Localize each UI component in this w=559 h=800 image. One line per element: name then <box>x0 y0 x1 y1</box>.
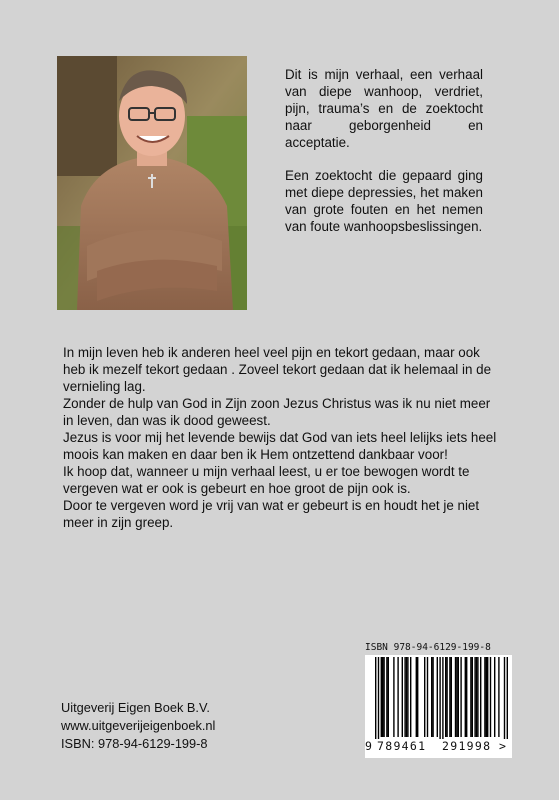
barcode-bar <box>407 657 408 737</box>
barcode-bar <box>487 657 488 737</box>
barcode-bar <box>494 657 495 737</box>
barcode-bar <box>504 657 505 739</box>
barcode-bar <box>417 657 418 737</box>
intro-text <box>285 66 483 251</box>
barcode-bar <box>393 657 394 737</box>
barcode-bar <box>431 657 432 737</box>
barcode-bar <box>507 657 508 739</box>
isbn-barcode <box>365 642 512 758</box>
barcode-right-group: 291998 <box>442 739 492 753</box>
barcode-bar <box>382 657 383 737</box>
barcode-bar <box>451 657 452 737</box>
barcode-bar <box>446 657 447 737</box>
barcode-area <box>365 655 512 758</box>
barcode-bar <box>427 657 428 737</box>
barcode-bar <box>490 657 491 737</box>
barcode-bar <box>480 657 481 737</box>
barcode-quiet-mark: > <box>499 739 506 753</box>
barcode-bar <box>456 657 457 737</box>
publisher-name: Uitgeverij Eigen Boek B.V. <box>61 700 210 715</box>
intro-paragraph: Dit is mijn verhaal, een verhaal van diepe wanhoop, verdriet, pijn, trauma’s en de zoektocht naar geborgenheid en acceptatie. <box>285 67 483 150</box>
barcode-bar <box>386 657 387 737</box>
barcode-digits <box>365 739 512 753</box>
barcode-bar <box>397 657 398 737</box>
barcode-bar <box>470 657 471 737</box>
barcode-bar <box>375 657 376 739</box>
barcode-bar <box>465 657 466 737</box>
body-paragraph: Jezus is voor mij het levende bewijs dat God van iets heel lelijks iets heel moois kan maken en daar ben ik Hem ontzettend dankbaar voor! <box>63 430 497 462</box>
barcode-bar <box>445 657 446 737</box>
barcode-bar <box>406 657 407 737</box>
barcode-bar <box>381 657 382 737</box>
barcode-bar <box>416 657 417 737</box>
barcode-bar <box>449 657 450 737</box>
barcode-bar <box>455 657 456 737</box>
barcode-bar <box>474 657 475 737</box>
barcode-bar <box>383 657 384 737</box>
barcode-bar <box>476 657 477 737</box>
publisher-info <box>61 699 215 753</box>
barcode-bar <box>432 657 433 737</box>
barcode-bar <box>388 657 389 737</box>
barcode-bar <box>404 657 405 737</box>
body-paragraph: Ik hoop dat, wanneer u mijn verhaal leest, u er toe bewogen wordt te vergeven wat er ook is gebeurt en hoe groot de pijn ook is. <box>63 464 470 496</box>
publisher-isbn: ISBN: 978-94-6129-199-8 <box>61 736 208 751</box>
barcode-bar <box>439 657 440 739</box>
barcode-bar <box>484 657 485 737</box>
barcode-bar <box>437 657 438 737</box>
barcode-isbn-label: ISBN 978-94-6129-199-8 <box>365 642 491 653</box>
barcode-bar <box>498 657 499 737</box>
body-text <box>63 344 499 531</box>
barcode-left-group: 789461 <box>377 739 427 753</box>
body-paragraph: Door te vergeven word je vrij van wat er gebeurt is en houdt het je niet meer in zijn greep. <box>63 498 480 530</box>
barcode-bar <box>410 657 411 737</box>
barcode-bar <box>477 657 478 737</box>
barcode-first-digit: 9 <box>365 739 372 753</box>
barcode-bar <box>378 657 379 739</box>
barcode-bar <box>472 657 473 737</box>
barcode-bar <box>458 657 459 737</box>
barcode-bar <box>402 657 403 737</box>
barcode-bar <box>460 657 461 737</box>
barcode-bar <box>442 657 443 739</box>
barcode-bar <box>486 657 487 737</box>
body-paragraph: Zonder de hulp van God in Zijn zoon Jezus Christus was ik nu niet meer in leven, dan was ik dood geweest. <box>63 396 491 428</box>
publisher-website: www.uitgeverijeigenboek.nl <box>61 718 216 733</box>
barcode-bar <box>424 657 425 737</box>
barcode-bar <box>466 657 467 737</box>
intro-paragraph: Een zoektocht die gepaard ging met diepe depressies, het maken van grote fouten en het nemen van foute wanhoopsbeslissingen. <box>285 168 483 234</box>
author-photo <box>57 56 247 310</box>
barcode-bars <box>365 655 512 739</box>
body-paragraph: In mijn leven heb ik anderen heel veel pijn en tekort gedaan, maar ook heb ik mezelf tekort gedaan . Zoveel tekort gedaan dat ik helemaal in de vernieling lag. <box>63 345 492 394</box>
